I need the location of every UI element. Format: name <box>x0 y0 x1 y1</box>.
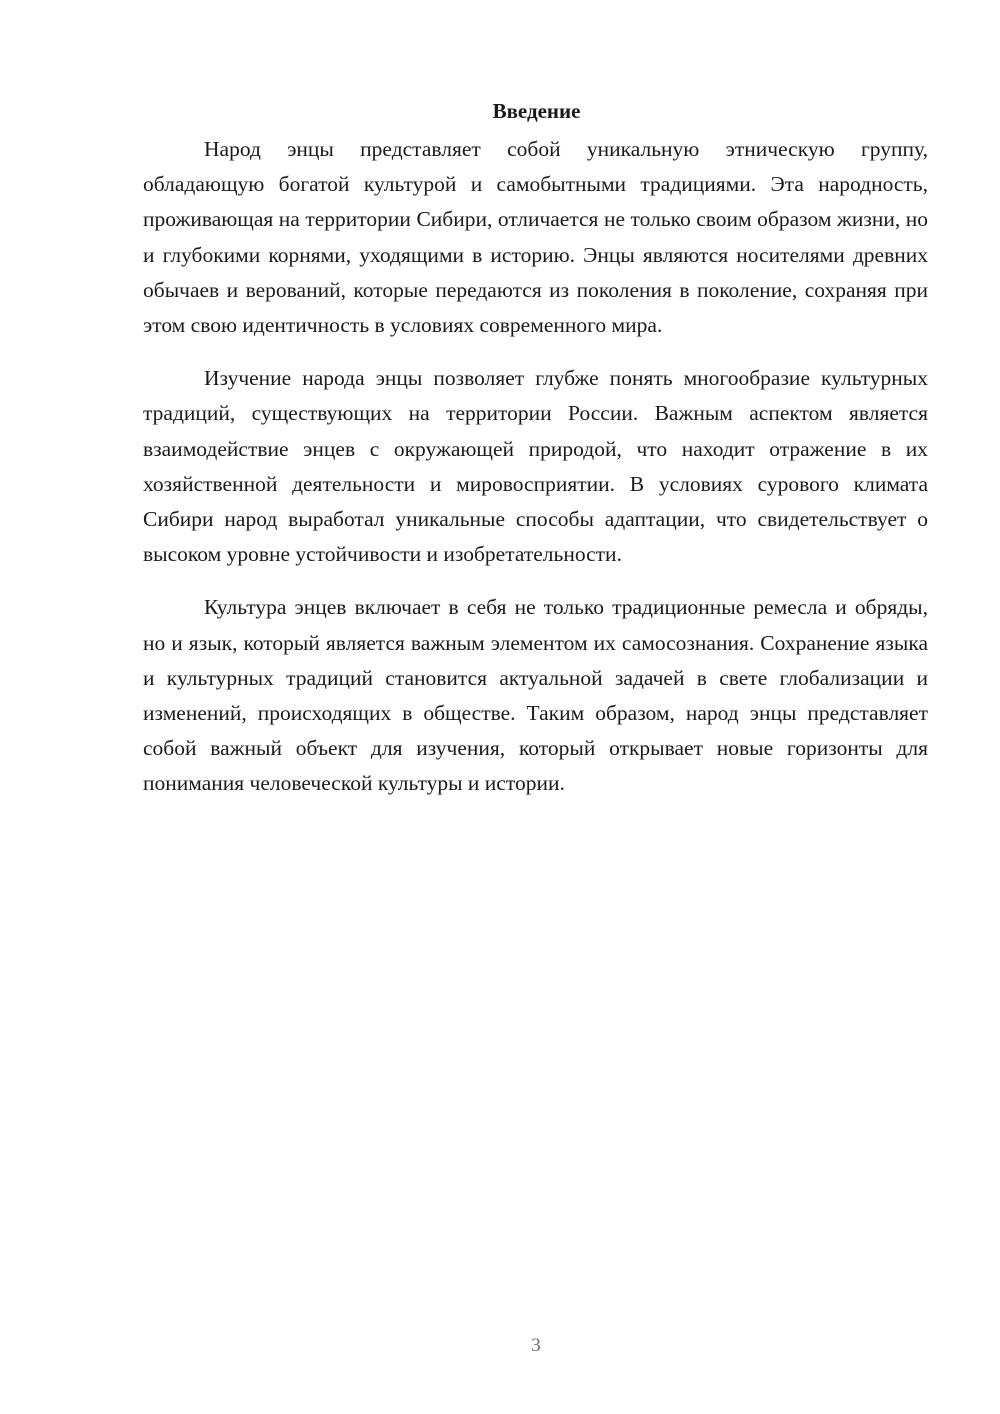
page-number: 3 <box>531 1335 541 1356</box>
section-title: Введение <box>492 99 581 123</box>
paragraph-3: Культура энцев включает в себя не только традиционные ремесла и обряды, но и язык, который является важным элементом их самосознания. Сохранение языка и культурных традиций становится актуальной задачей в свете глобализации и изменений, происходящих в обществе. Таким образом, народ энцы представляет собой важный объект для изучения, который открывает новые горизонты для понимания человеческой культуры и истории. <box>143 595 928 796</box>
page-content <box>143 96 928 820</box>
paragraph-1: Народ энцы представляет собой уникальную этническую группу, обладающую богатой культурой и самобытными традициями. Эта народность, проживающая на территории Сибири, отличается не только своим образом жизни, но и глубокими корнями, уходящими в историю. Энцы являются носителями древних обычаев и верований, которые передаются из поколения в поколение, сохраняя при этом свою идентичность в условиях современного мира. <box>143 137 928 338</box>
paragraph-2: Изучение народа энцы позволяет глубже понять многообразие культурных традиций, существующих на территории России. Важным аспектом является взаимодействие энцев с окружающей природой, что находит отражение в их хозяйственной деятельности и мировосприятии. В условиях сурового климата Сибири народ выработал уникальные способы адаптации, что свидетельствует о высоком уровне устойчивости и изобретательности. <box>143 366 928 567</box>
